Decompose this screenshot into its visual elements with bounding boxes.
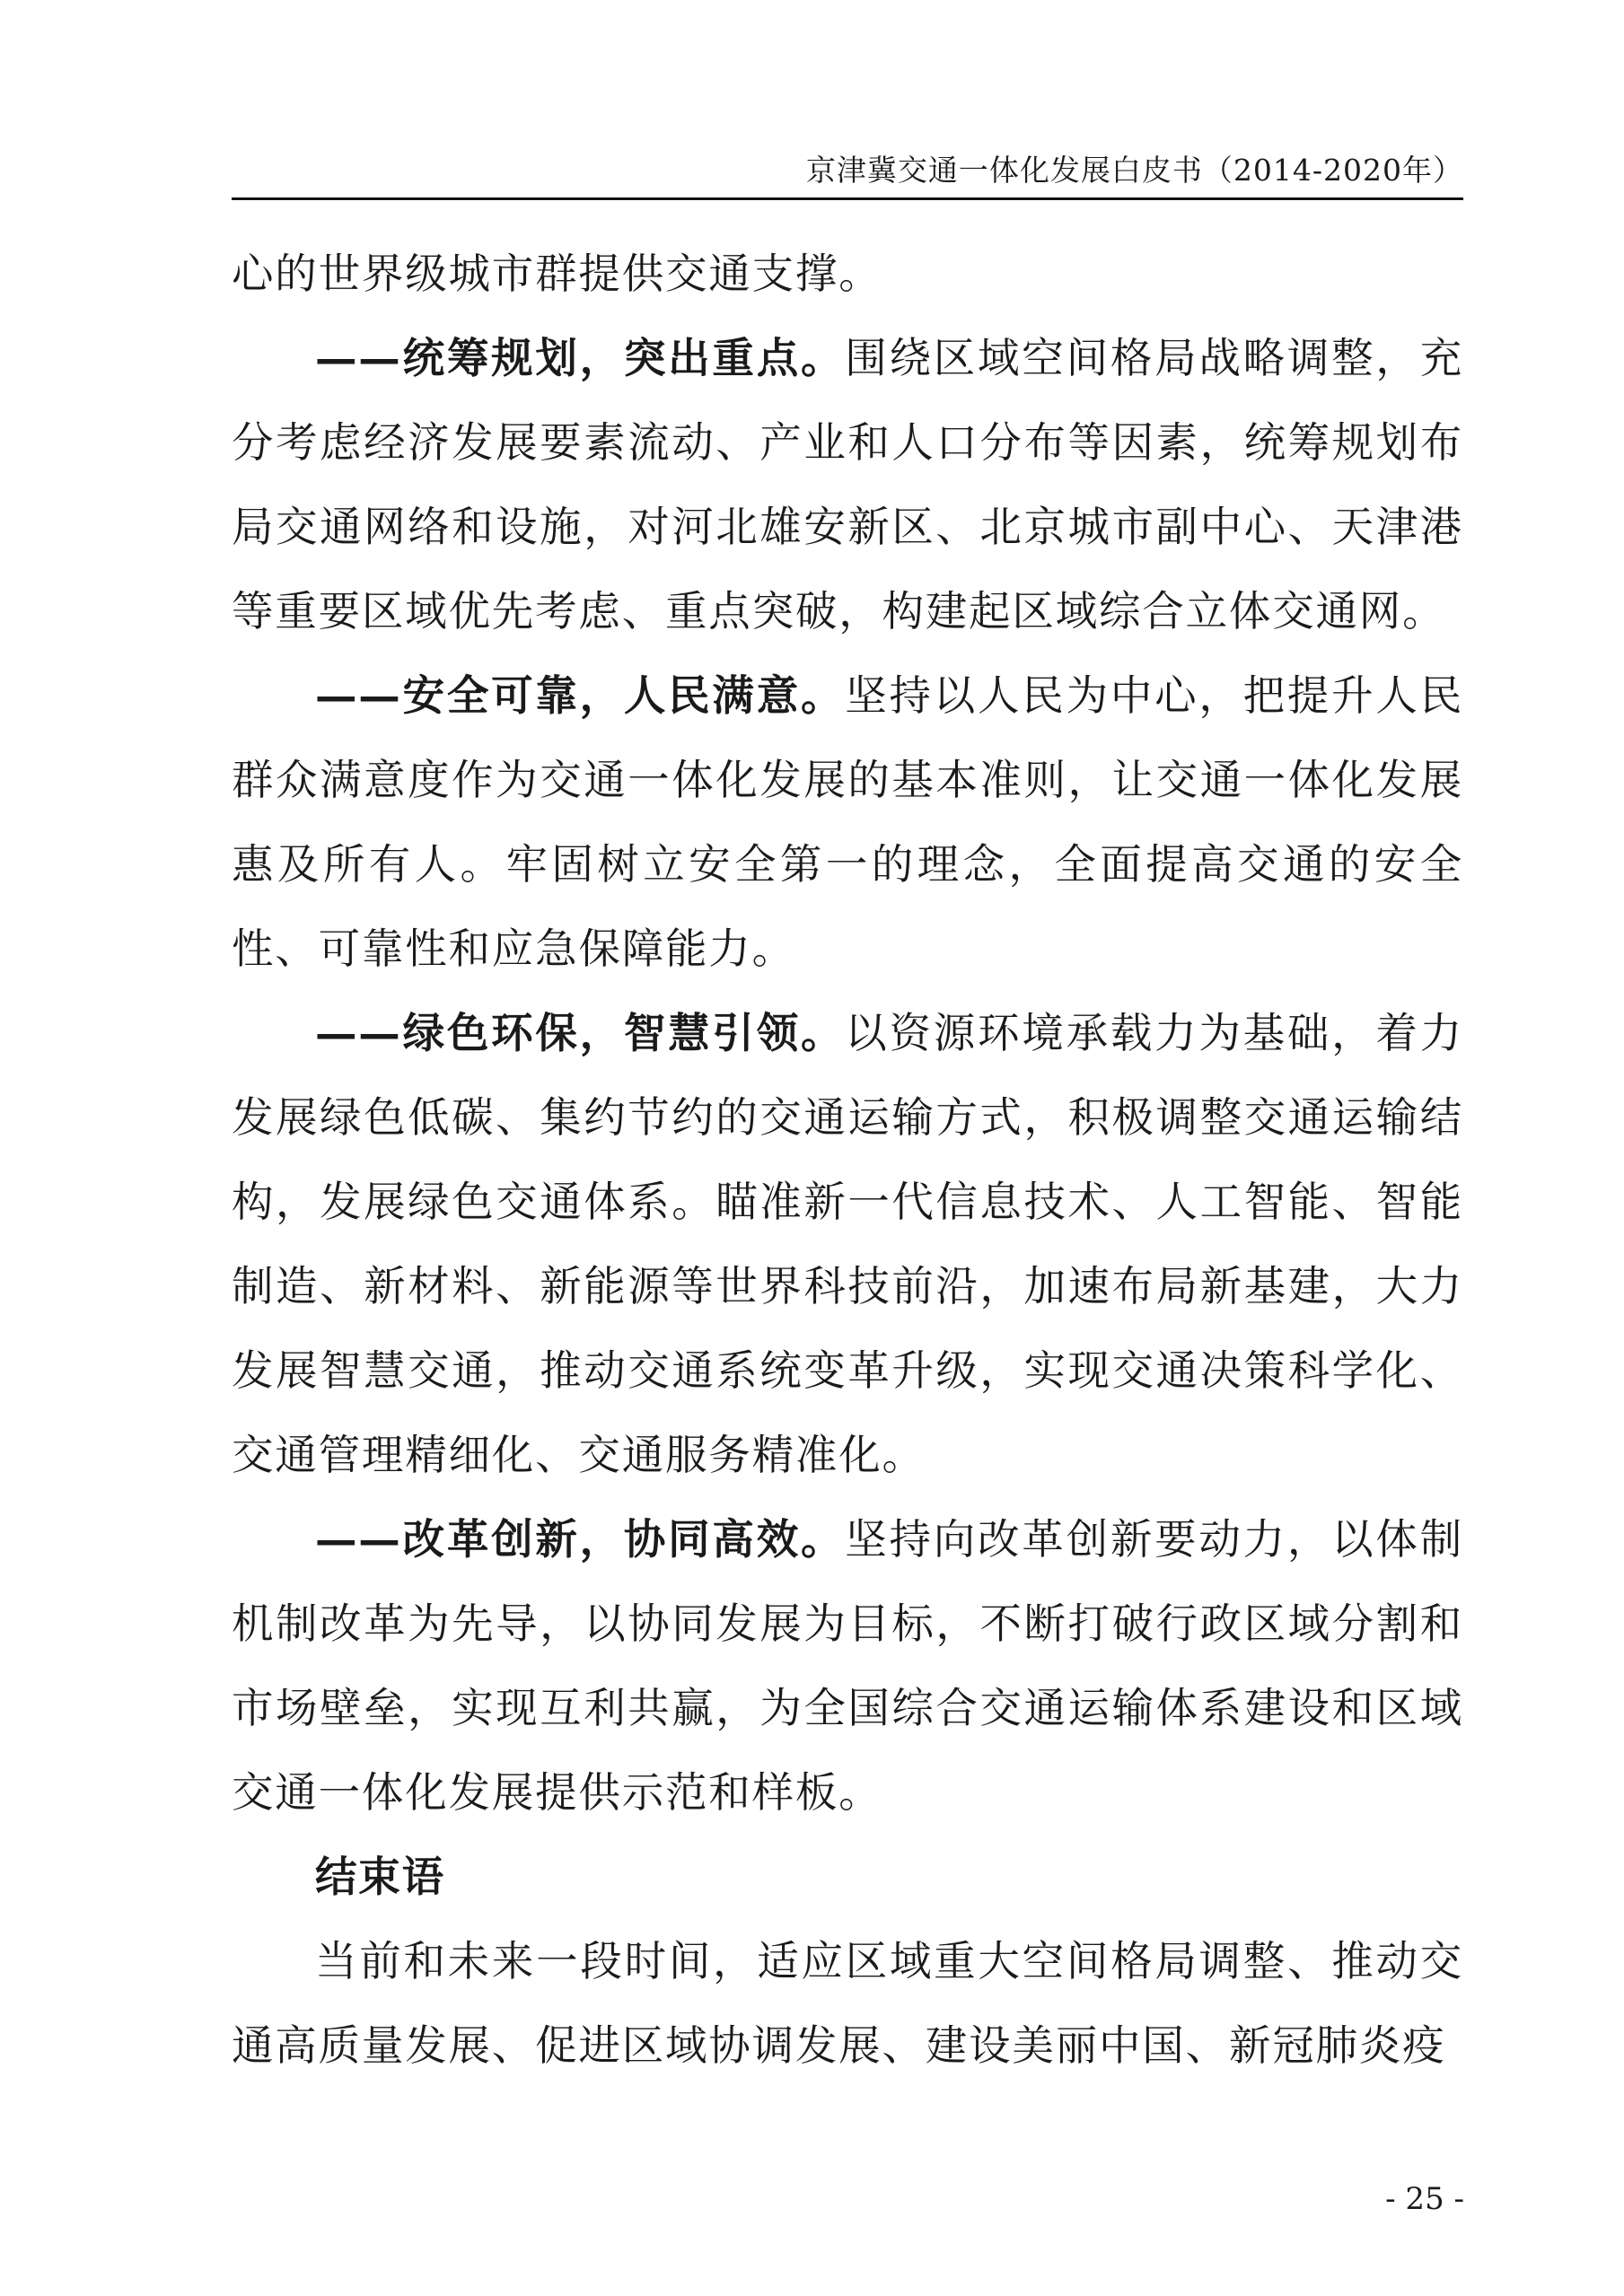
paragraph-text: 当前和未来一段时间，适应区域重大空间格局调整、推动交通高质量发展、促进区域协调发展、建设美丽中国、新冠肺炎疫 <box>232 1937 1463 2070</box>
paragraph-continuation <box>232 232 1463 316</box>
principle-paragraph-reform <box>232 1497 1463 1835</box>
section-paragraph <box>232 1919 1463 2088</box>
paragraph-text: 坚持向改革创新要动力，以体制机制改革为先导，以协同发展为目标，不断打破行政区域分割和市场壁垒，实现互利共赢，为全国综合交通运输体系建设和区域交通一体化发展提供示范和样板。 <box>232 1515 1463 1817</box>
paragraph-text: 心的世界级城市群提供交通支撑。 <box>232 250 882 298</box>
page-number: - 25 - <box>1385 2181 1464 2217</box>
principle-paragraph-green <box>232 991 1463 1497</box>
header-title: 京津冀交通一体化发展白皮书（2014-2020年） <box>805 153 1463 188</box>
paragraph-text: 围绕区域空间格局战略调整，充分考虑经济发展要素流动、产业和人口分布等因素，统筹规划布局交通网络和设施，对河北雄安新区、北京城市副中心、天津港等重要区域优先考虑、重点突破，构建起区域综合立体交通网。 <box>232 334 1463 635</box>
principle-lead: ——改革创新，协同高效。 <box>315 1514 846 1564</box>
section-heading: 结束语 <box>315 1853 445 1901</box>
principle-paragraph-planning <box>232 316 1463 653</box>
principle-lead: ——安全可靠，人民满意。 <box>315 670 846 720</box>
paragraph-text: 以资源环境承载力为基础，着力发展绿色低碳、集约节约的交通运输方式，积极调整交通运输结构，发展绿色交通体系。瞄准新一代信息技术、人工智能、智能制造、新材料、新能源等世界科技前沿，加速布局新基建，大力发展智慧交通，推动交通系统变革升级，实现交通决策科学化、交通管理精细化、交通服务精准化。 <box>232 1009 1463 1479</box>
paragraph-text: 坚持以人民为中心，把提升人民群众满意度作为交通一体化发展的基本准则，让交通一体化发展惠及所有人。牢固树立安全第一的理念，全面提高交通的安全性、可靠性和应急保障能力。 <box>232 671 1463 973</box>
running-header <box>232 151 1463 200</box>
page-body <box>232 232 1463 2088</box>
principle-lead: ——绿色环保，智慧引领。 <box>315 1008 846 1057</box>
principle-paragraph-safety <box>232 653 1463 991</box>
principle-lead: ——统筹规划，突出重点。 <box>315 333 846 382</box>
